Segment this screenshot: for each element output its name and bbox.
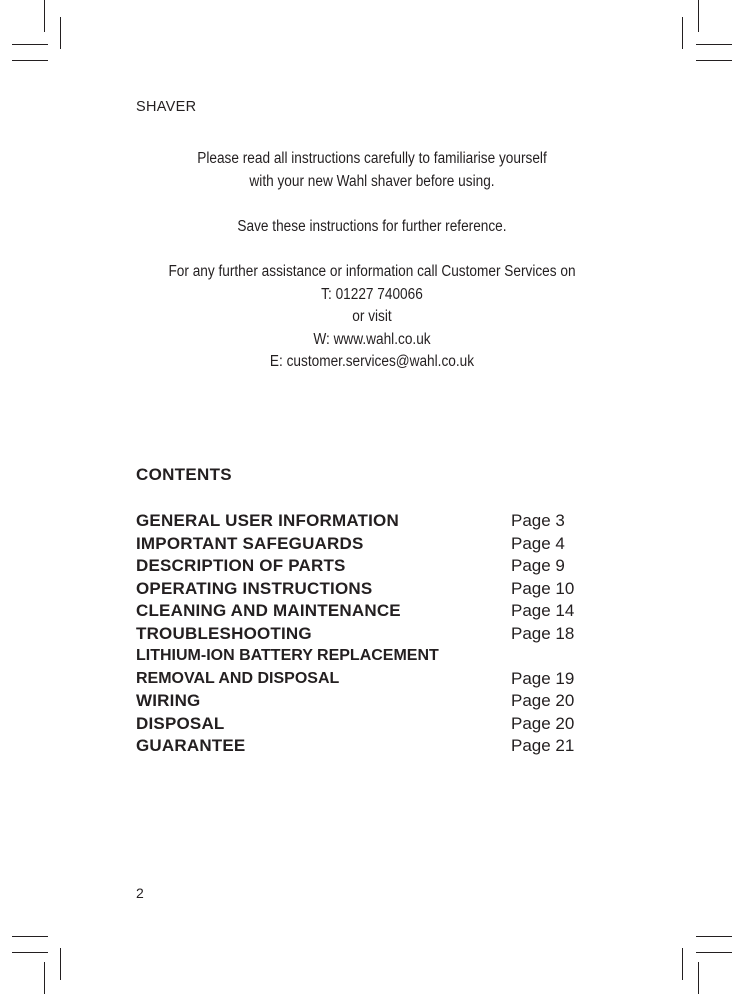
crop-mark	[696, 60, 732, 61]
email-address: E: customer.services@wahl.co.uk	[269, 353, 475, 370]
toc-entry	[136, 623, 606, 646]
toc-entry-title: CLEANING AND MAINTENANCE	[136, 601, 401, 620]
toc-entry	[136, 555, 606, 578]
toc-entry-page: Page 9	[511, 556, 565, 575]
crop-mark	[682, 948, 683, 980]
toc-entry-page: Page 3	[511, 511, 565, 530]
toc-entry-title: OPERATING INSTRUCTIONS	[136, 578, 373, 598]
contact-block	[45, 261, 700, 374]
toc-entry-page: Page 4	[511, 533, 565, 553]
crop-mark	[60, 17, 61, 49]
website-address: W: www.wahl.co.uk	[313, 330, 431, 348]
toc-entry-title: TROUBLESHOOTING	[136, 623, 312, 643]
or-visit-text: or visit	[352, 308, 392, 325]
save-instructions-text: Save these instructions for further reference.	[237, 218, 507, 235]
toc-entry-page: Page 20	[511, 713, 575, 733]
toc-entry-page: Page 21	[511, 736, 575, 755]
toc-entry-title: GENERAL USER INFORMATION	[136, 511, 399, 530]
crop-mark	[44, 962, 45, 994]
intro-instruction-line-2: with your new Wahl shaver before using.	[249, 172, 495, 190]
toc-entry-page: Page 14	[511, 601, 575, 620]
telephone-number: T: 01227 740066	[321, 285, 423, 303]
crop-mark	[12, 60, 48, 61]
toc-entry-page: Page 20	[511, 691, 575, 710]
toc-entry	[136, 690, 606, 713]
document-title: SHAVER	[136, 99, 197, 115]
toc-entry	[136, 578, 606, 601]
toc-entry-title: REMOVAL AND DISPOSAL	[136, 669, 340, 687]
toc-entry-title: LITHIUM-ION BATTERY REPLACEMENT	[136, 647, 439, 664]
table-of-contents	[136, 510, 606, 758]
toc-entry-page: Page 18	[511, 623, 575, 643]
crop-mark	[696, 44, 732, 45]
crop-mark	[698, 962, 699, 994]
toc-entry	[136, 600, 606, 623]
crop-mark	[44, 0, 45, 32]
crop-mark	[12, 44, 48, 45]
toc-entry	[136, 510, 606, 533]
toc-entry-page: Page 19	[511, 668, 575, 688]
toc-entry-title: DESCRIPTION OF PARTS	[136, 556, 346, 575]
crop-mark	[698, 0, 699, 32]
toc-entry	[136, 533, 606, 556]
crop-mark	[12, 952, 48, 953]
save-instructions-note	[45, 216, 700, 239]
toc-entry-title: WIRING	[136, 691, 201, 710]
crop-mark	[682, 17, 683, 49]
toc-entry-page: Page 10	[511, 578, 575, 598]
toc-entry-title: IMPORTANT SAFEGUARDS	[136, 533, 364, 553]
toc-entry	[136, 713, 606, 736]
intro-block	[45, 148, 700, 193]
toc-entry-title: GUARANTEE	[136, 736, 246, 755]
crop-mark	[696, 936, 732, 937]
intro-instruction-line-1: Please read all instructions carefully to familiarise yourself	[197, 150, 547, 167]
toc-entry	[136, 645, 606, 668]
crop-mark	[60, 948, 61, 980]
toc-entry	[136, 668, 606, 691]
toc-entry	[136, 735, 606, 758]
assistance-text: For any further assistance or information call Customer Services on	[168, 263, 576, 280]
crop-mark	[12, 936, 48, 937]
crop-mark	[696, 952, 732, 953]
toc-entry-title: DISPOSAL	[136, 713, 225, 733]
contents-heading: CONTENTS	[136, 465, 232, 484]
page-number: 2	[136, 885, 144, 901]
